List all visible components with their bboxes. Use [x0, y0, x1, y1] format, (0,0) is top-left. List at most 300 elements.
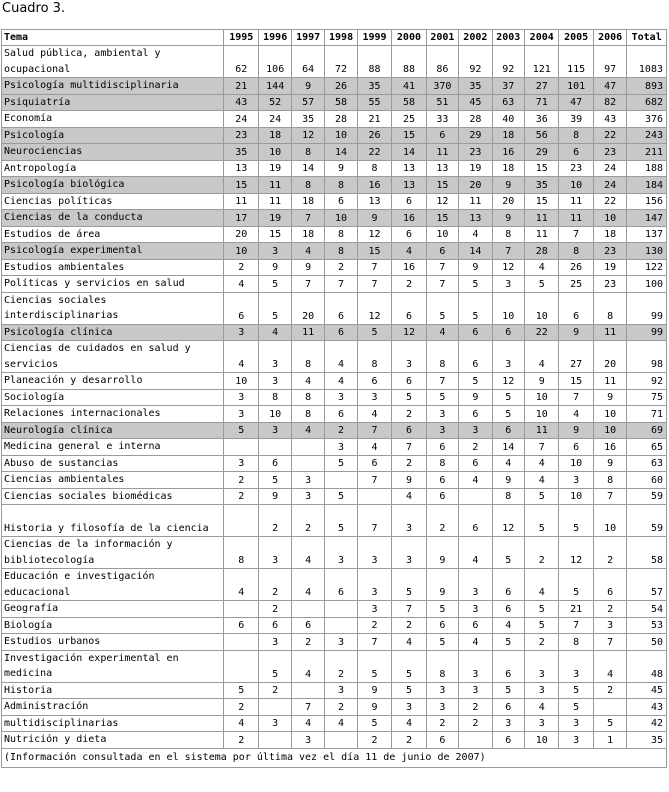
row-value: 4 [291, 243, 324, 260]
table-row [2, 422, 667, 439]
row-value: 35 [291, 111, 324, 128]
row-value: 5 [357, 650, 391, 682]
row-value: 9 [593, 455, 626, 472]
row-value: 4 [291, 373, 324, 390]
row-value: 3 [224, 455, 259, 472]
row-value: 3 [525, 715, 559, 732]
row-value [593, 699, 626, 716]
row-value: 4 [525, 455, 559, 472]
row-value: 106 [259, 46, 291, 78]
row-total: 156 [627, 193, 667, 210]
row-total: 57 [627, 569, 667, 601]
row-total: 35 [627, 732, 667, 749]
row-value: 5 [525, 276, 559, 293]
row-total: 122 [627, 259, 667, 276]
row-value: 2 [392, 455, 426, 472]
row-value: 23 [593, 276, 626, 293]
row-topic: Medicina general e interna [2, 439, 224, 456]
row-value: 2 [259, 682, 291, 699]
row-value: 17 [224, 210, 259, 227]
row-total: 130 [627, 243, 667, 260]
row-value: 19 [593, 259, 626, 276]
row-value: 72 [325, 46, 357, 78]
row-value: 27 [525, 78, 559, 95]
row-total: 211 [627, 144, 667, 161]
row-value: 5 [392, 650, 426, 682]
row-value: 6 [492, 732, 524, 749]
row-value: 5 [559, 699, 593, 716]
row-value: 13 [392, 160, 426, 177]
row-total: 53 [627, 617, 667, 634]
row-value: 12 [357, 292, 391, 324]
row-value: 7 [559, 389, 593, 406]
row-value: 13 [357, 193, 391, 210]
row-topic: Psicología biológica [2, 177, 224, 194]
row-topic: Estudios ambientales [2, 259, 224, 276]
row-value: 6 [492, 422, 524, 439]
row-total: 682 [627, 94, 667, 111]
row-value: 9 [593, 389, 626, 406]
row-value: 2 [426, 505, 458, 537]
row-value: 5 [259, 276, 291, 293]
row-value: 6 [459, 455, 492, 472]
row-value: 28 [459, 111, 492, 128]
row-value: 6 [426, 488, 458, 505]
row-value: 20 [593, 341, 626, 373]
row-value: 18 [259, 127, 291, 144]
row-value: 2 [525, 634, 559, 651]
table-row [2, 276, 667, 293]
row-value: 6 [459, 505, 492, 537]
row-value: 2 [224, 472, 259, 489]
row-value: 10 [224, 243, 259, 260]
row-value [325, 472, 357, 489]
row-value: 14 [325, 144, 357, 161]
row-value: 13 [392, 177, 426, 194]
row-value: 3 [325, 439, 357, 456]
header-year: 2004 [525, 30, 559, 46]
row-value: 7 [559, 617, 593, 634]
row-value: 4 [459, 472, 492, 489]
table-row [2, 617, 667, 634]
row-value: 5 [492, 634, 524, 651]
table-row [2, 439, 667, 456]
row-value: 88 [392, 46, 426, 78]
row-value: 92 [459, 46, 492, 78]
row-value: 12 [492, 505, 524, 537]
table-row [2, 732, 667, 749]
row-value: 18 [291, 226, 324, 243]
row-value: 5 [492, 537, 524, 569]
row-value: 2 [224, 732, 259, 749]
row-value: 2 [426, 715, 458, 732]
row-value: 144 [259, 78, 291, 95]
row-value: 2 [459, 439, 492, 456]
row-total: 98 [627, 341, 667, 373]
row-value: 11 [426, 144, 458, 161]
row-value: 22 [525, 324, 559, 341]
row-value: 5 [559, 505, 593, 537]
row-value: 11 [525, 226, 559, 243]
row-topic: Estudios urbanos [2, 634, 224, 651]
row-value: 9 [325, 160, 357, 177]
table-row [2, 177, 667, 194]
row-total: 69 [627, 422, 667, 439]
row-topic: Psicología multidisciplinaria [2, 78, 224, 95]
row-value: 20 [459, 177, 492, 194]
row-value: 15 [525, 160, 559, 177]
row-total: 63 [627, 455, 667, 472]
row-value: 9 [492, 177, 524, 194]
row-value [224, 601, 259, 618]
row-value: 19 [459, 160, 492, 177]
row-value: 8 [291, 144, 324, 161]
footnote-row [2, 748, 667, 767]
row-value: 52 [259, 94, 291, 111]
row-value: 6 [459, 324, 492, 341]
row-topic: Antropología [2, 160, 224, 177]
row-value: 5 [325, 455, 357, 472]
row-value [325, 617, 357, 634]
row-value: 14 [492, 439, 524, 456]
row-value: 8 [325, 226, 357, 243]
row-value: 2 [325, 259, 357, 276]
row-value: 3 [259, 715, 291, 732]
row-value: 3 [492, 276, 524, 293]
header-year: 2006 [593, 30, 626, 46]
row-value: 6 [492, 699, 524, 716]
row-value: 3 [525, 650, 559, 682]
header-year: 1999 [357, 30, 391, 46]
row-value: 14 [459, 243, 492, 260]
row-value: 3 [392, 699, 426, 716]
row-value: 11 [259, 177, 291, 194]
row-value: 5 [392, 569, 426, 601]
row-value: 2 [459, 699, 492, 716]
row-value: 4 [492, 455, 524, 472]
row-value: 5 [357, 715, 391, 732]
row-value: 4 [392, 488, 426, 505]
row-value: 2 [325, 650, 357, 682]
row-value: 3 [559, 732, 593, 749]
row-value: 12 [392, 324, 426, 341]
row-value: 6 [357, 455, 391, 472]
row-value: 2 [525, 537, 559, 569]
row-topic: Nutrición y dieta [2, 732, 224, 749]
row-value: 15 [426, 177, 458, 194]
row-value: 8 [291, 389, 324, 406]
row-value: 4 [291, 569, 324, 601]
row-total: 59 [627, 488, 667, 505]
row-value: 6 [593, 569, 626, 601]
row-value: 4 [325, 373, 357, 390]
row-value: 6 [224, 617, 259, 634]
row-value: 4 [459, 226, 492, 243]
row-value: 12 [426, 193, 458, 210]
row-value: 4 [525, 341, 559, 373]
row-value: 15 [259, 226, 291, 243]
row-total: 137 [627, 226, 667, 243]
row-value: 8 [259, 389, 291, 406]
row-value: 13 [224, 160, 259, 177]
row-value: 25 [559, 276, 593, 293]
row-total: 59 [627, 505, 667, 537]
row-value: 2 [224, 699, 259, 716]
row-value: 2 [325, 422, 357, 439]
row-value: 6 [426, 617, 458, 634]
row-value: 2 [593, 682, 626, 699]
row-value: 8 [492, 226, 524, 243]
row-value: 3 [459, 569, 492, 601]
row-value: 1 [593, 732, 626, 749]
row-value: 7 [357, 276, 391, 293]
row-value: 8 [426, 650, 458, 682]
row-value: 7 [593, 488, 626, 505]
row-total: 100 [627, 276, 667, 293]
row-value: 4 [459, 537, 492, 569]
row-value: 4 [224, 341, 259, 373]
row-value: 22 [357, 144, 391, 161]
row-total: 92 [627, 373, 667, 390]
row-value: 35 [459, 78, 492, 95]
row-value: 47 [593, 78, 626, 95]
row-value: 5 [426, 634, 458, 651]
row-value: 6 [459, 617, 492, 634]
row-value: 10 [525, 406, 559, 423]
row-value: 9 [291, 78, 324, 95]
header-year: 1997 [291, 30, 324, 46]
row-value: 5 [492, 389, 524, 406]
row-value: 11 [593, 324, 626, 341]
row-value: 18 [593, 226, 626, 243]
row-value: 9 [459, 259, 492, 276]
row-value: 3 [357, 537, 391, 569]
row-value: 9 [426, 537, 458, 569]
row-value: 24 [259, 111, 291, 128]
row-value: 26 [559, 259, 593, 276]
row-value: 9 [492, 472, 524, 489]
row-value: 10 [593, 210, 626, 227]
table-row [2, 144, 667, 161]
row-value: 8 [325, 177, 357, 194]
row-value: 8 [291, 341, 324, 373]
row-value: 51 [426, 94, 458, 111]
table-row [2, 160, 667, 177]
row-value [259, 732, 291, 749]
row-value: 29 [459, 127, 492, 144]
row-value: 23 [593, 144, 626, 161]
row-value: 5 [525, 617, 559, 634]
row-value: 16 [492, 144, 524, 161]
publications-table [1, 29, 667, 768]
row-value: 11 [593, 373, 626, 390]
row-value: 2 [259, 569, 291, 601]
row-value: 10 [559, 455, 593, 472]
row-value [459, 488, 492, 505]
row-value: 35 [357, 78, 391, 95]
row-value: 23 [459, 144, 492, 161]
table-row [2, 193, 667, 210]
row-value: 28 [525, 243, 559, 260]
row-value: 27 [559, 341, 593, 373]
row-value: 11 [559, 193, 593, 210]
row-value [224, 650, 259, 682]
row-value: 121 [525, 46, 559, 78]
row-value: 6 [426, 472, 458, 489]
row-total: 893 [627, 78, 667, 95]
row-value: 55 [357, 94, 391, 111]
row-value: 23 [593, 243, 626, 260]
row-topic: Ciencias de la conducta [2, 210, 224, 227]
row-value: 8 [357, 341, 391, 373]
row-value: 7 [357, 634, 391, 651]
row-value: 2 [291, 634, 324, 651]
row-value: 4 [357, 439, 391, 456]
row-value: 15 [525, 193, 559, 210]
row-value: 7 [492, 243, 524, 260]
row-value: 4 [291, 715, 324, 732]
table-row [2, 259, 667, 276]
row-topic: Políticas y servicios en salud [2, 276, 224, 293]
row-value: 16 [392, 259, 426, 276]
row-value: 10 [525, 732, 559, 749]
row-value: 15 [426, 210, 458, 227]
row-value: 10 [593, 406, 626, 423]
row-value: 19 [259, 210, 291, 227]
table-row [2, 715, 667, 732]
row-topic: Sociología [2, 389, 224, 406]
row-topic: Abuso de sustancias [2, 455, 224, 472]
row-value: 6 [492, 650, 524, 682]
table-row [2, 682, 667, 699]
row-value: 8 [325, 243, 357, 260]
row-value: 7 [357, 259, 391, 276]
row-value: 7 [291, 276, 324, 293]
row-value [357, 488, 391, 505]
row-value: 12 [357, 226, 391, 243]
row-value: 22 [593, 127, 626, 144]
row-value: 2 [593, 537, 626, 569]
row-value: 5 [259, 292, 291, 324]
row-value: 11 [224, 193, 259, 210]
row-value: 13 [426, 160, 458, 177]
table-row [2, 111, 667, 128]
table-row [2, 324, 667, 341]
row-value: 71 [525, 94, 559, 111]
row-value: 9 [426, 569, 458, 601]
row-value: 9 [459, 389, 492, 406]
row-value: 3 [291, 488, 324, 505]
row-value: 3 [224, 324, 259, 341]
table-row [2, 373, 667, 390]
row-value: 5 [392, 389, 426, 406]
row-value: 6 [559, 439, 593, 456]
row-value: 18 [492, 127, 524, 144]
row-value: 20 [224, 226, 259, 243]
row-value: 6 [426, 127, 458, 144]
row-value: 3 [259, 243, 291, 260]
row-value: 5 [426, 292, 458, 324]
row-value: 6 [325, 569, 357, 601]
row-total: 243 [627, 127, 667, 144]
row-value [224, 439, 259, 456]
row-value: 4 [392, 634, 426, 651]
row-total: 43 [627, 699, 667, 716]
row-value: 6 [492, 601, 524, 618]
row-value: 9 [492, 210, 524, 227]
row-value: 24 [224, 111, 259, 128]
row-value: 19 [259, 160, 291, 177]
row-value: 9 [559, 324, 593, 341]
row-value: 8 [224, 537, 259, 569]
row-value: 6 [259, 455, 291, 472]
table-row [2, 46, 667, 78]
row-topic: Psicología clínica [2, 324, 224, 341]
row-value [459, 732, 492, 749]
table-row [2, 472, 667, 489]
row-value: 2 [392, 276, 426, 293]
row-total: 50 [627, 634, 667, 651]
row-value: 6 [392, 373, 426, 390]
row-value: 3 [559, 715, 593, 732]
row-value: 6 [325, 292, 357, 324]
row-value: 3 [224, 406, 259, 423]
row-value: 11 [525, 422, 559, 439]
row-value: 6 [492, 324, 524, 341]
row-value: 3 [259, 422, 291, 439]
row-value [291, 455, 324, 472]
row-value: 7 [593, 634, 626, 651]
row-value: 3 [325, 682, 357, 699]
row-value: 3 [525, 682, 559, 699]
row-value: 35 [525, 177, 559, 194]
row-value: 5 [259, 650, 291, 682]
row-value: 6 [492, 569, 524, 601]
row-value: 10 [593, 422, 626, 439]
row-value: 4 [392, 243, 426, 260]
row-value: 26 [357, 127, 391, 144]
row-value: 5 [559, 682, 593, 699]
row-value: 10 [525, 292, 559, 324]
row-value: 5 [559, 569, 593, 601]
row-total: 147 [627, 210, 667, 227]
row-value: 5 [325, 505, 357, 537]
row-value: 9 [291, 259, 324, 276]
table-row [2, 505, 667, 537]
row-value: 10 [559, 177, 593, 194]
row-value: 2 [259, 601, 291, 618]
row-value: 8 [492, 488, 524, 505]
row-value: 6 [325, 406, 357, 423]
row-value [291, 601, 324, 618]
row-value: 15 [357, 243, 391, 260]
row-value: 3 [459, 682, 492, 699]
row-value: 6 [459, 341, 492, 373]
row-value [259, 699, 291, 716]
table-row [2, 537, 667, 569]
header-year: 2002 [459, 30, 492, 46]
row-value: 6 [357, 373, 391, 390]
row-value: 4 [459, 634, 492, 651]
row-value: 4 [525, 259, 559, 276]
row-value: 3 [559, 472, 593, 489]
row-value: 4 [426, 324, 458, 341]
row-value: 15 [559, 373, 593, 390]
row-value: 12 [559, 537, 593, 569]
row-value [224, 634, 259, 651]
row-topic: Ciencias sociales interdisciplinarias [2, 292, 224, 324]
row-value: 9 [357, 682, 391, 699]
